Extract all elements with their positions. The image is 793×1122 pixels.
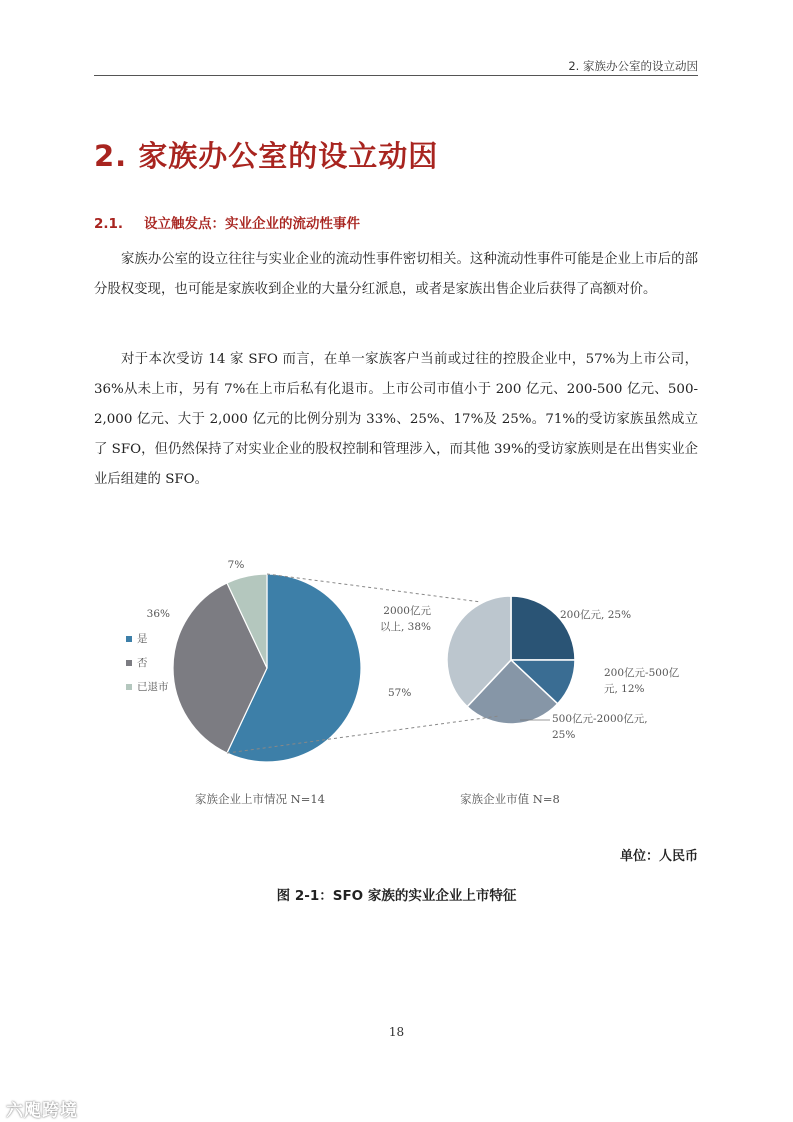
legend-entry: 已退市 [137,681,169,693]
pie-charts-figure [110,540,690,820]
pie2-slice [511,596,575,660]
chart-title: 家族企业上市情况 N=14 [195,792,325,806]
watermark-logo [6,1096,78,1121]
pie2-data-label: 200亿元, 25% [560,609,632,621]
page-number: 18 [388,1025,405,1039]
header-rule [94,75,698,76]
section-heading [94,212,360,232]
legend-entry: 是 [137,633,148,645]
body-paragraph: 对于本次受访 14 家 SFO 而言，在单一家族客户当前或过往的控股企业中，57%为上市公司，36%从未上市，另有 7%在上市后私有化退市。上市公司市值小于 200 亿元、200-500 亿元、500-2,000 亿元、大于 2,000 亿元的比例分别为 33%、25%、17%及 25%。71%的受访家族虽然成立了 SFO，但仍然保持了对实业企业的股权控制和管理涉入，而其他 39%的受访家族则是在出售实业企业后组建的 SFO。 [94,352,698,487]
pie1-data-label: 57% [388,687,412,699]
chart-title: 家族企业市值 N=8 [460,792,560,806]
chapter-title: 2. 家族办公室的设立动因 [94,139,439,173]
watermark-text: 六飑跨境 [6,1101,78,1121]
pie2-data-label: 以上, 38% [379,621,431,633]
pie2-data-label: 25% [552,729,576,741]
legend-swatch [126,636,132,642]
figure [110,540,690,820]
body-paragraph: 家族办公室的设立往往与实业企业的流动性事件密切相关。这种流动性事件可能是企业上市后的部分股权变现，也可能是家族收到企业的大量分红派息，或者是家族出售企业后获得了高额对价。 [94,252,698,297]
section-title: 设立触发点：实业企业的流动性事件 [144,216,360,232]
figure-caption: 图 2-1：SFO 家族的实业企业上市特征 [276,888,517,904]
pie1-data-label: 36% [146,608,170,620]
legend-entry: 否 [137,657,148,669]
legend-swatch [126,660,132,666]
pie2-data-label: 200亿元-500亿 [604,667,680,679]
legend-swatch [126,684,132,690]
section-number: 2.1. [94,216,124,232]
running-header: 2. 家族办公室的设立动因 [568,59,698,73]
pie2-data-label: 2000亿元 [383,605,431,617]
pie2-data-label: 元, 12% [604,683,645,695]
pie2-data-label: 500亿元-2000亿元, [552,713,648,725]
unit-note: 单位：人民币 [619,849,698,864]
pie1-data-label: 7% [227,559,245,571]
